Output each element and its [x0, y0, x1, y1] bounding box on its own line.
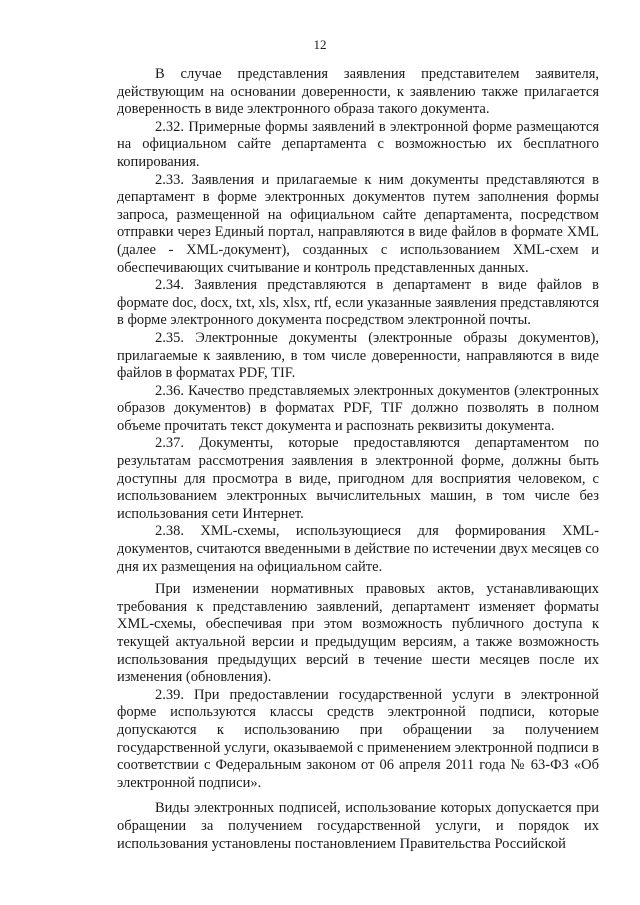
paragraph-2-33: 2.33. Заявления и прилагаемые к ним документы представляются в департамент в форме электронных документов путем заполнения формы запроса, размещенной на официальном сайте департамента, посредством отправки через Единый портал, направляются в виде файлов в формате XML (далее - XML-документ), созданных с использованием XML-схем и обеспечивающих считывание и контроль представленных данных. [117, 171, 599, 276]
paragraph-signature-types: Виды электронных подписей, использование которых допускается при обращении за получением государственной услуги, и порядок их использования установлены постановлением Правительства Российской [117, 800, 599, 852]
paragraph-2-39: 2.39. При предоставлении государственной услуги в электронной форме используются классы средств электронной подписи, которые допускаются к использованию при обращении за получением государственной услуги, оказываемой с применением электронной подписи в соответствии с Федеральным законом от 06 апреля 2011 года № 63-ФЗ «Об электронной подписи». [117, 686, 599, 791]
paragraph-2-37: 2.37. Документы, которые предоставляются департаментом по результатам рассмотрения заявления в электронной форме, должны быть доступны для просмотра в виде, пригодном для восприятия человеком, с использованием электронных вычислительных машин, в том числе без использования сети Интернет. [117, 435, 599, 522]
paragraph-xml-schema-changes: При изменении нормативных правовых актов, устанавливающих требования к представлению заявлений, департамент изменяет форматы XML-схемы, обеспечивая при этом возможность публичного доступа к текущей актуальной версии и предыдущим версиям, а также возможность использования предыдущих версий в течение шести месяцев после их изменения (обновления). [117, 581, 599, 686]
paragraph-2-38: 2.38. XML-схемы, использующиеся для формирования XML-документов, считаются введенными в действие по истечении двух месяцев со дня их размещения на официальном сайте. [117, 523, 599, 575]
paragraph-2-36: 2.36. Качество представляемых электронных документов (электронных образов документов) в форматах PDF, TIF должно позволять в полном объеме прочитать текст документа и распознать реквизиты документа. [117, 382, 599, 434]
paragraph-representative: В случае представления заявления представителем заявителя, действующим на основании доверенности, к заявлению также прилагается доверенность в виде электронного образа такого документа. [117, 66, 599, 118]
page-number: 12 [313, 37, 327, 52]
paragraph-2-32: 2.32. Примерные формы заявлений в электронной форме размещаются на официальном сайте департамента с возможностью их бесплатного копирования. [117, 118, 599, 170]
document-body [117, 66, 599, 853]
paragraph-2-34: 2.34. Заявления представляются в департамент в виде файлов в формате doc, docx, txt, xls, xlsx, rtf, если указанные заявления представляются в форме электронного документа посредством электронной почты. [117, 277, 599, 329]
paragraph-2-35: 2.35. Электронные документы (электронные образы документов), прилагаемые к заявлению, в том числе доверенности, направляются в виде файлов в форматах PDF, TIF. [117, 329, 599, 382]
